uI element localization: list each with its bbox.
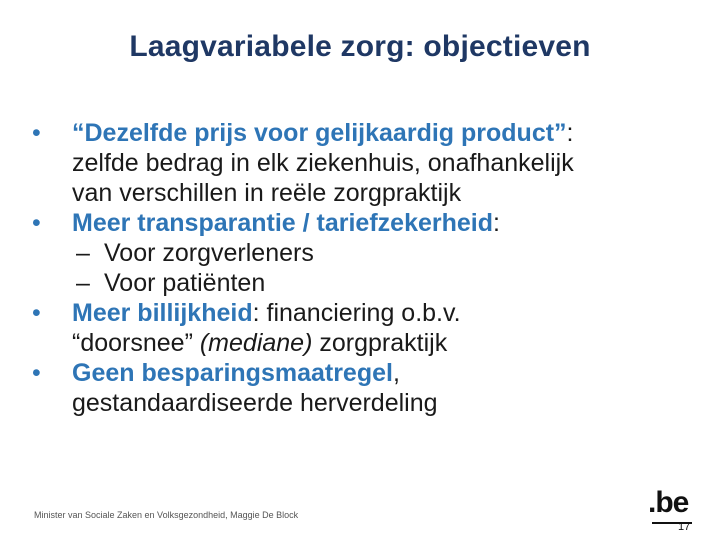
bullet-4-punct: , (392, 359, 400, 387)
dash-marker: – (76, 239, 90, 267)
be-logo: .be (648, 486, 689, 519)
bullet-1-line-3: van verschillen in reële zorgpraktijk (72, 179, 462, 207)
page-number: 17 (678, 521, 691, 533)
bullet-marker: • (32, 119, 41, 147)
footer-text: Minister van Sociale Zaken en Volksgezondheid, Maggie De Block (34, 510, 299, 520)
bullet-2-lead: Meer transparantie / tariefzekerheid (72, 209, 493, 237)
bullet-1-lead: “Dezelfde prijs voor gelijkaardig product” (72, 119, 567, 147)
dash-marker: – (76, 269, 90, 297)
bullet-4-lead: Geen besparingsmaatregel (72, 359, 393, 387)
bullet-3-lead: Meer billijkheid (72, 299, 253, 327)
slide-title: Laagvariabele zorg: objectieven (129, 30, 591, 63)
bullet-2-punct: : (493, 209, 500, 237)
bullet-item-3 (28, 298, 688, 328)
bullet-marker: • (32, 359, 41, 387)
bullet-marker: • (32, 209, 41, 237)
bullet-3-punct: : financiering o.b.v. (252, 299, 461, 327)
bullet-3-line-2 (28, 328, 688, 358)
sub-item-2 (28, 268, 688, 298)
bullet-4-line-2: gestandaardiseerde herverdeling (72, 389, 438, 417)
sub-item-1-text: Voor zorgverleners (104, 239, 314, 267)
bullet-1-punct: : (566, 119, 574, 147)
bullet-marker: • (32, 299, 41, 327)
bullet-3-line-2c: zorgpraktijk (312, 329, 448, 357)
sub-item-1 (28, 238, 688, 268)
bullet-item-1 (28, 118, 688, 148)
bullet-item-2 (28, 208, 688, 238)
bullet-list (28, 118, 688, 418)
bullet-3-line-2a: “doorsnee” (72, 329, 200, 357)
bullet-1-line-2: zelfde bedrag in elk ziekenhuis, onafhankelijk (72, 149, 574, 177)
sub-item-2-text: Voor patiënten (104, 269, 266, 297)
bullet-3-line-2b: (mediane) (199, 329, 313, 357)
bullet-item-4 (28, 358, 688, 388)
